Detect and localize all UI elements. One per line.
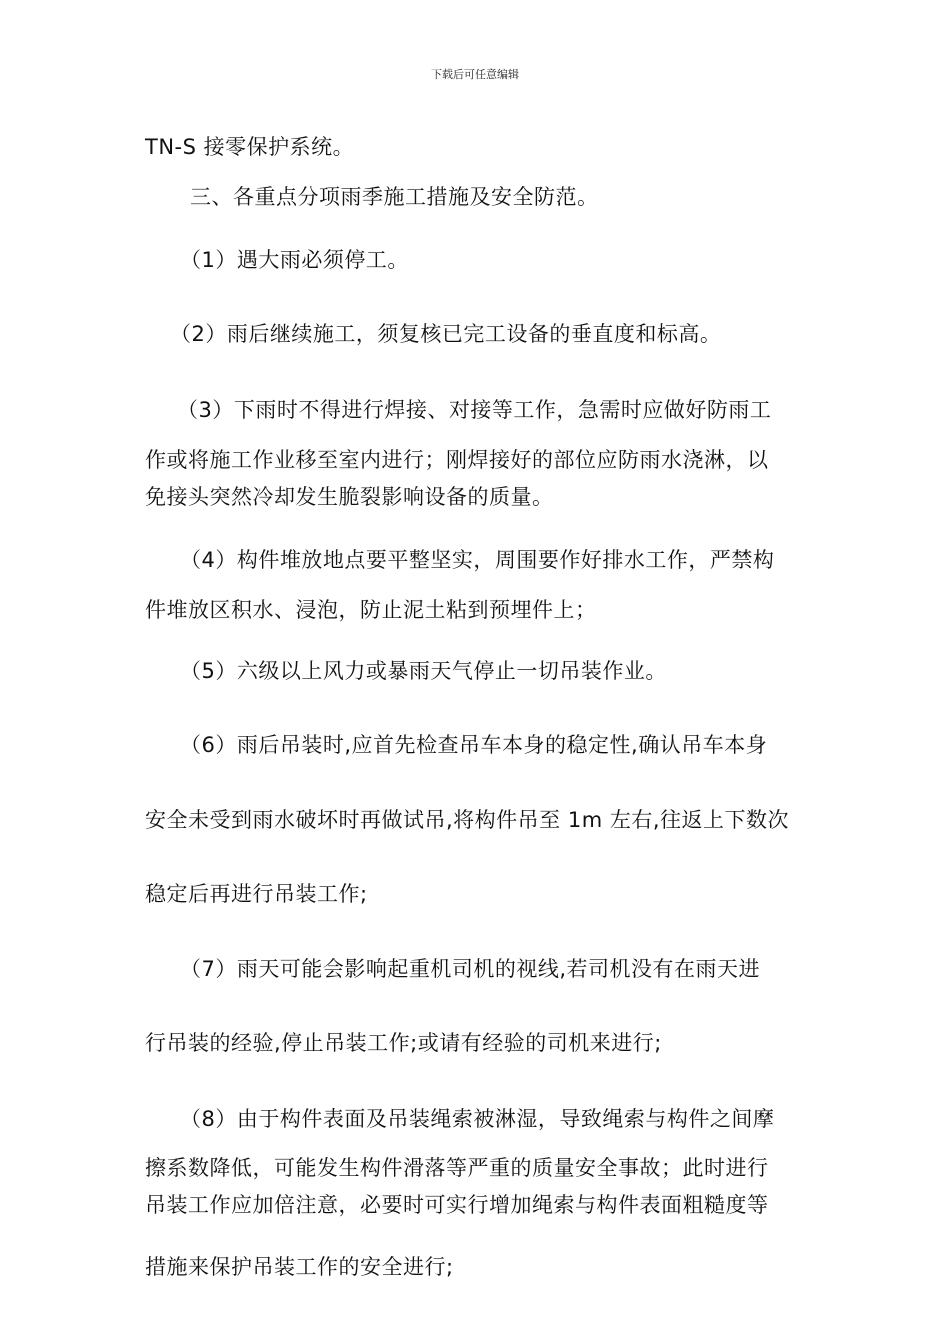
- text-line: （2）雨后继续施工，须复核已完工设备的垂直度和标高。: [170, 322, 722, 346]
- text-line: TN-S 接零保护系统。: [145, 135, 355, 159]
- text-line: 吊装工作应加倍注意，必要时可实行增加绳索与构件表面粗糙度等: [145, 1193, 769, 1217]
- page-header: 下载后可任意编辑: [431, 68, 519, 81]
- text-line: 擦系数降低，可能发生构件滑落等严重的质量安全事故；此时进行: [145, 1156, 769, 1180]
- section-heading: 三、各重点分项雨季施工措施及安全防范。: [190, 185, 599, 209]
- text-line: 件堆放区积水、浸泡，防止泥土粘到预埋件上；: [145, 598, 597, 622]
- text-line: （6）雨后吊装时,应首先检查吊车本身的稳定性,确认吊车本身: [180, 733, 768, 757]
- text-line: 免接头突然冷却发生脆裂影响设备的质量。: [145, 485, 554, 509]
- text-line: 作或将施工作业移至室内进行；刚焊接好的部位应防雨水浇淋，以: [145, 448, 769, 472]
- text-line: （4）构件堆放地点要平整坚实，周围要作好排水工作，严禁构: [180, 548, 775, 572]
- text-line: （8）由于构件表面及吊装绳索被淋湿，导致绳索与构件之间摩: [180, 1107, 775, 1131]
- text-line: （1）遇大雨必须停工。: [180, 248, 409, 272]
- text-line: 措施来保护吊装工作的安全进行;: [145, 1255, 454, 1279]
- text-line: 安全未受到雨水破坏时再做试吊,将构件吊至 1m 左右,往返上下数次: [145, 808, 790, 832]
- text-line: 稳定后再进行吊装工作;: [145, 882, 368, 906]
- text-line: （7）雨天可能会影响起重机司机的视线,若司机没有在雨天进: [180, 957, 761, 981]
- text-line: 行吊装的经验,停止吊装工作;或请有经验的司机来进行;: [145, 1031, 662, 1055]
- text-line: （5）六级以上风力或暴雨天气停止一切吊装作业。: [180, 659, 667, 683]
- text-line: （3）下雨时不得进行焊接、对接等工作，急需时应做好防雨工: [177, 398, 772, 422]
